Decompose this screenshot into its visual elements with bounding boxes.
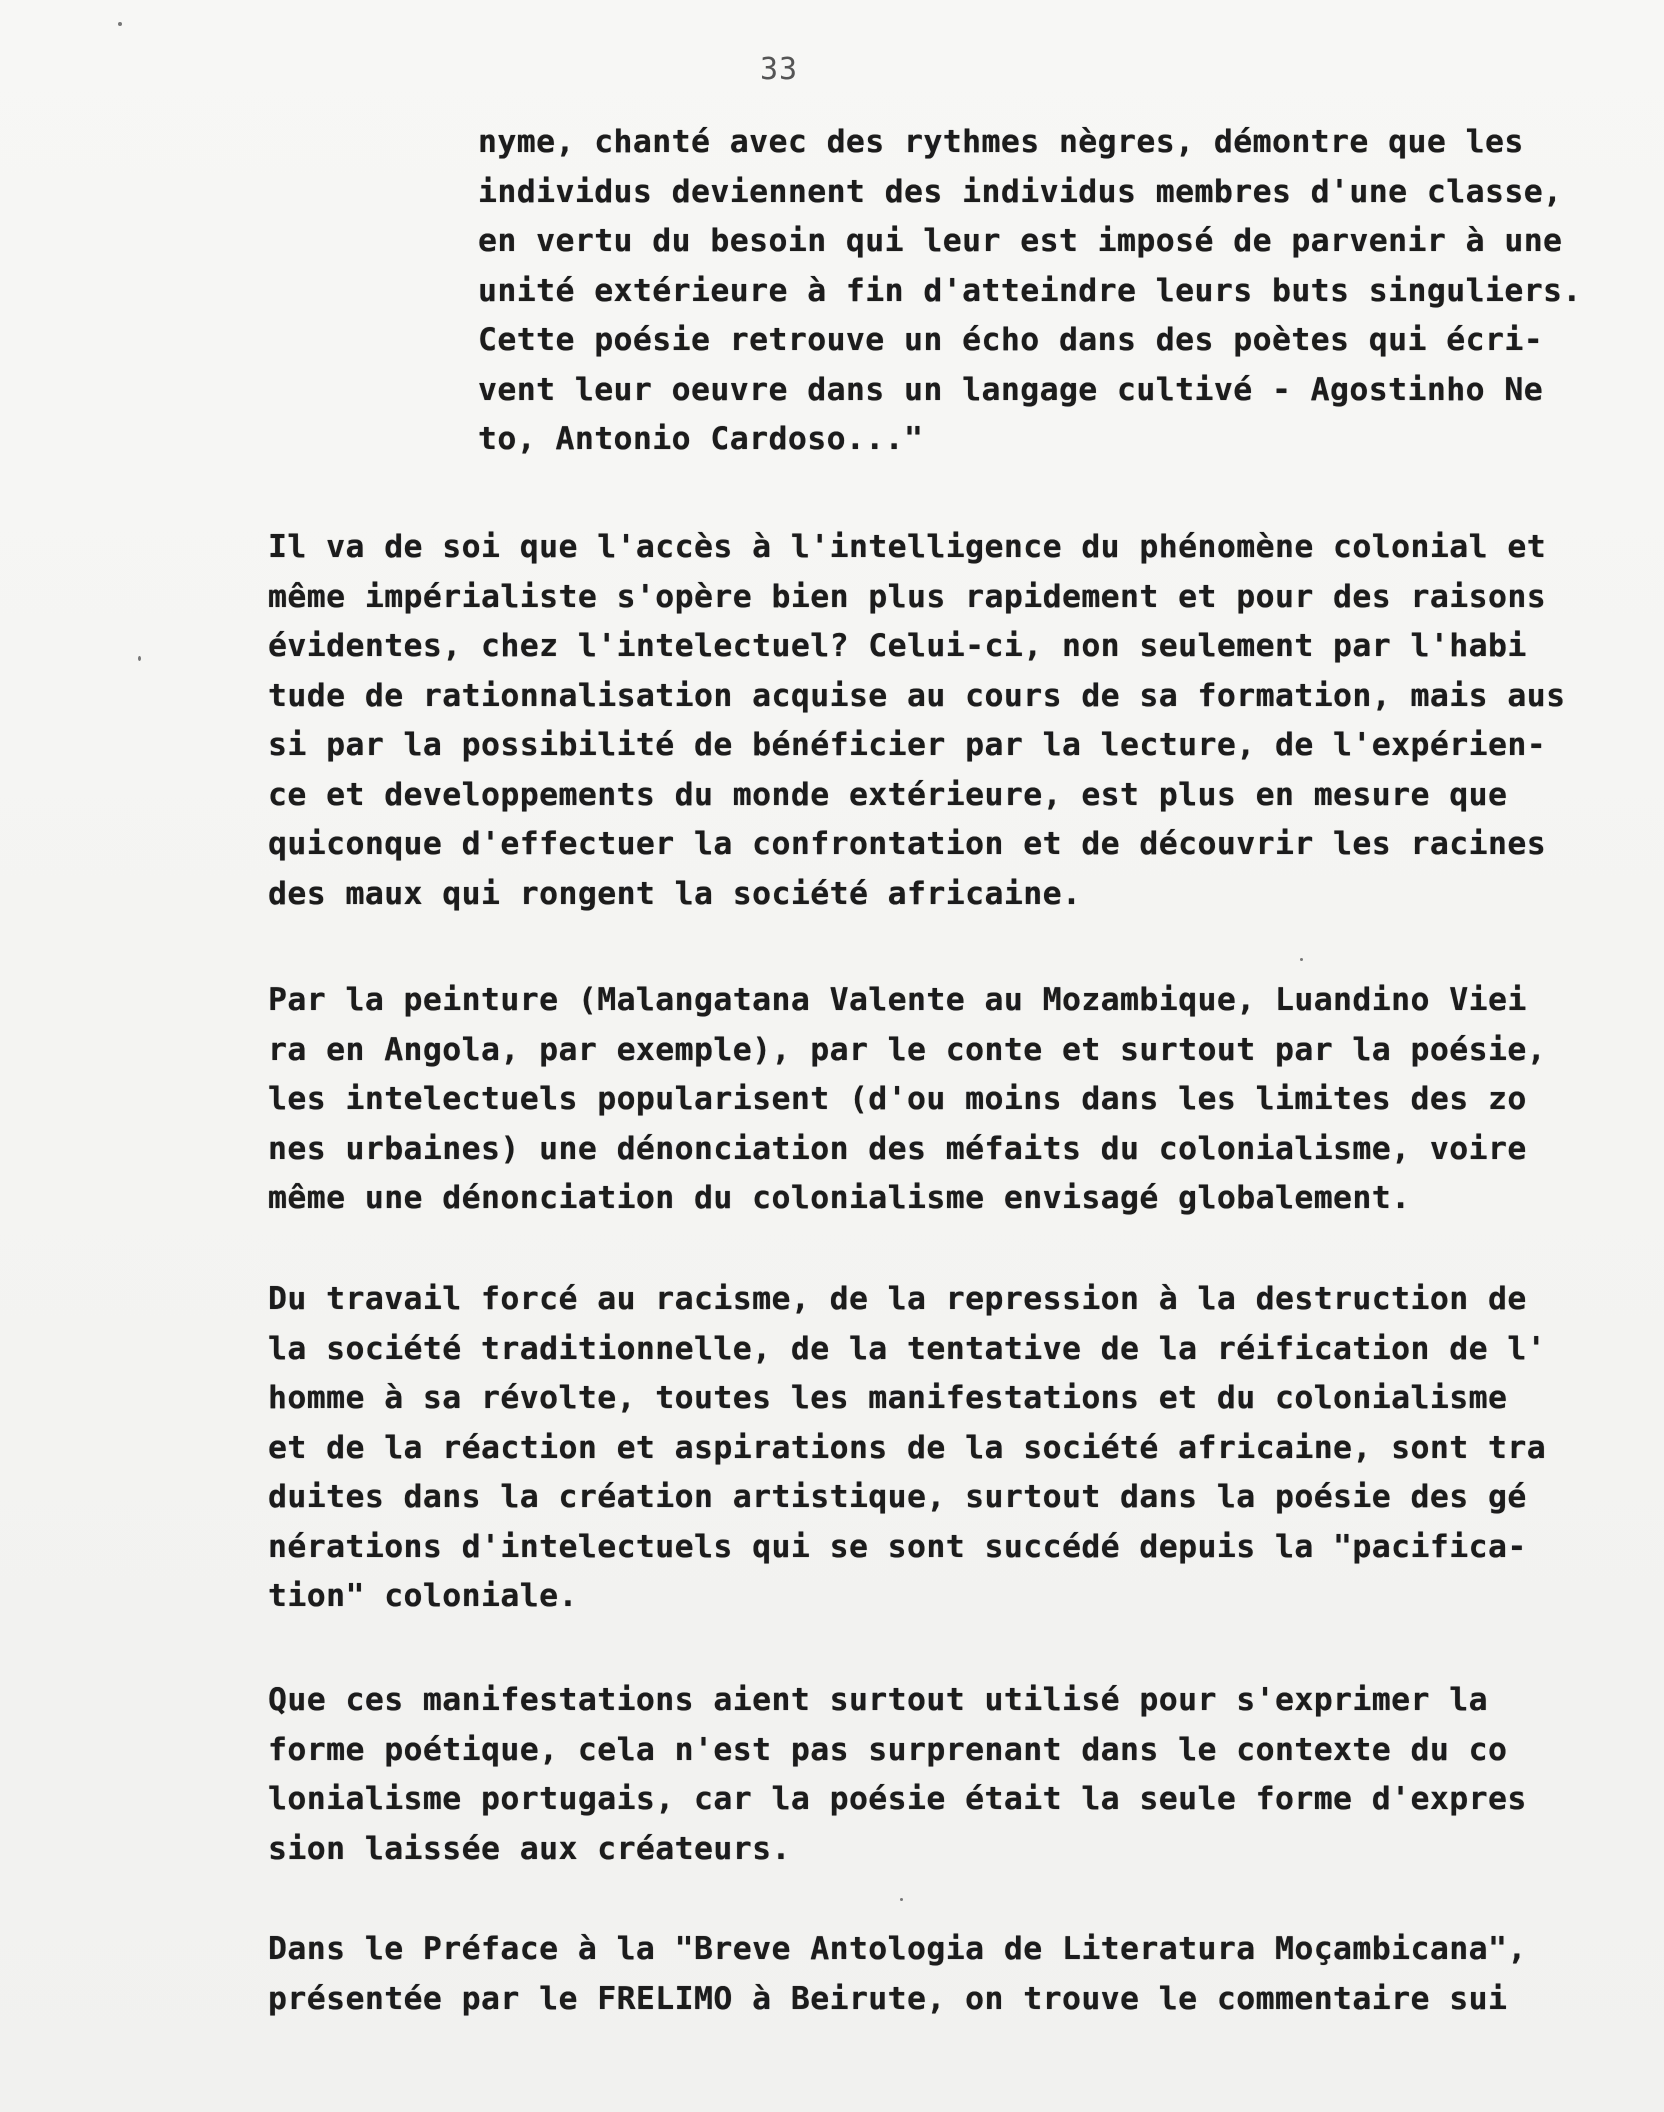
text-line: des maux qui rongent la société africaine. bbox=[268, 875, 1082, 912]
text-line: sion laissée aux créateurs. bbox=[268, 1830, 791, 1867]
text-line: évidentes, chez l'intelectuel? Celui-ci, non seulement par l'habi bbox=[268, 628, 1527, 664]
paragraph-poetic-form bbox=[268, 1676, 1618, 1874]
text-line: nes urbaines) une dénonciation des méfaits du colonialisme, voire bbox=[268, 1130, 1527, 1167]
text-line: forme poétique, cela n'est pas surprenant dans le contexte du co bbox=[268, 1731, 1508, 1768]
text-line: la société traditionnelle, de la tentative de la réification de l' bbox=[268, 1330, 1547, 1367]
text-line: même impérialiste s'opère bien plus rapidement et pour des raisons bbox=[268, 578, 1547, 615]
text-line: Il va de soi que l'accès à l'intelligence du phénomène colonial et bbox=[268, 529, 1547, 565]
paragraph-painting-poetry bbox=[268, 976, 1618, 1224]
text-line: Dans le Préface à la "Breve Antologia de Literatura Moçambicana", bbox=[268, 1931, 1527, 1967]
paragraph-forced-labour bbox=[268, 1275, 1618, 1622]
text-line: to, Antonio Cardoso..." bbox=[478, 421, 924, 457]
scan-speck bbox=[118, 22, 122, 26]
text-line: tude de rationnalisation acquise au cours de sa formation, mais aus bbox=[268, 677, 1566, 714]
paragraph-intellectual-access bbox=[268, 523, 1618, 919]
text-line: quiconque d'effectuer la confrontation et de découvrir les racines bbox=[268, 826, 1547, 862]
text-line: Que ces manifestations aient surtout utilisé pour s'exprimer la bbox=[268, 1682, 1488, 1718]
paragraph-preface bbox=[268, 1925, 1618, 2024]
text-line: et de la réaction et aspirations de la société africaine, sont tra bbox=[268, 1429, 1547, 1466]
text-line: vent leur oeuvre dans un langage cultivé - Agostinho Ne bbox=[478, 371, 1544, 408]
text-line: homme à sa révolte, toutes les manifestations et du colonialisme bbox=[268, 1380, 1508, 1416]
text-line: les intelectuels popularisent (d'ou moins dans les limites des zo bbox=[268, 1081, 1527, 1117]
text-line: Cette poésie retrouve un écho dans des poètes qui écri- bbox=[478, 322, 1544, 358]
text-line: lonialisme portugais, car la poésie était la seule forme d'expres bbox=[268, 1781, 1527, 1817]
text-line: tion" coloniale. bbox=[268, 1578, 578, 1614]
text-line: même une dénonciation du colonialisme envisagé globalement. bbox=[268, 1180, 1411, 1216]
quoted-passage bbox=[478, 118, 1638, 465]
scan-speck bbox=[138, 656, 141, 661]
text-line: en vertu du besoin qui leur est imposé de parvenir à une bbox=[478, 223, 1563, 259]
text-line: ra en Angola, par exemple), par le conte et surtout par la poésie, bbox=[268, 1031, 1547, 1068]
text-line: nérations d'intelectuels qui se sont succédé depuis la "pacifica- bbox=[268, 1528, 1527, 1565]
scan-speck bbox=[900, 1898, 903, 1901]
text-line: nyme, chanté avec des rythmes nègres, démontre que les bbox=[478, 124, 1524, 160]
text-line: duites dans la création artistique, surtout dans la poésie des gé bbox=[268, 1479, 1527, 1515]
text-line: individus deviennent des individus membres d'une classe, bbox=[478, 173, 1563, 210]
text-line: présentée par le FRELIMO à Beirute, on trouve le commentaire sui bbox=[268, 1980, 1508, 2017]
text-line: unité extérieure à fin d'atteindre leurs buts singuliers. bbox=[478, 272, 1582, 309]
page-number: 33 bbox=[760, 52, 799, 87]
text-line: Par la peinture (Malangatana Valente au Mozambique, Luandino Viei bbox=[268, 982, 1527, 1018]
text-line: Du travail forcé au racisme, de la repression à la destruction de bbox=[268, 1281, 1527, 1317]
scan-speck bbox=[1300, 958, 1303, 961]
text-line: ce et developpements du monde extérieure, est plus en mesure que bbox=[268, 776, 1508, 813]
text-line: si par la possibilité de bénéficier par la lecture, de l'expérien- bbox=[268, 727, 1547, 763]
